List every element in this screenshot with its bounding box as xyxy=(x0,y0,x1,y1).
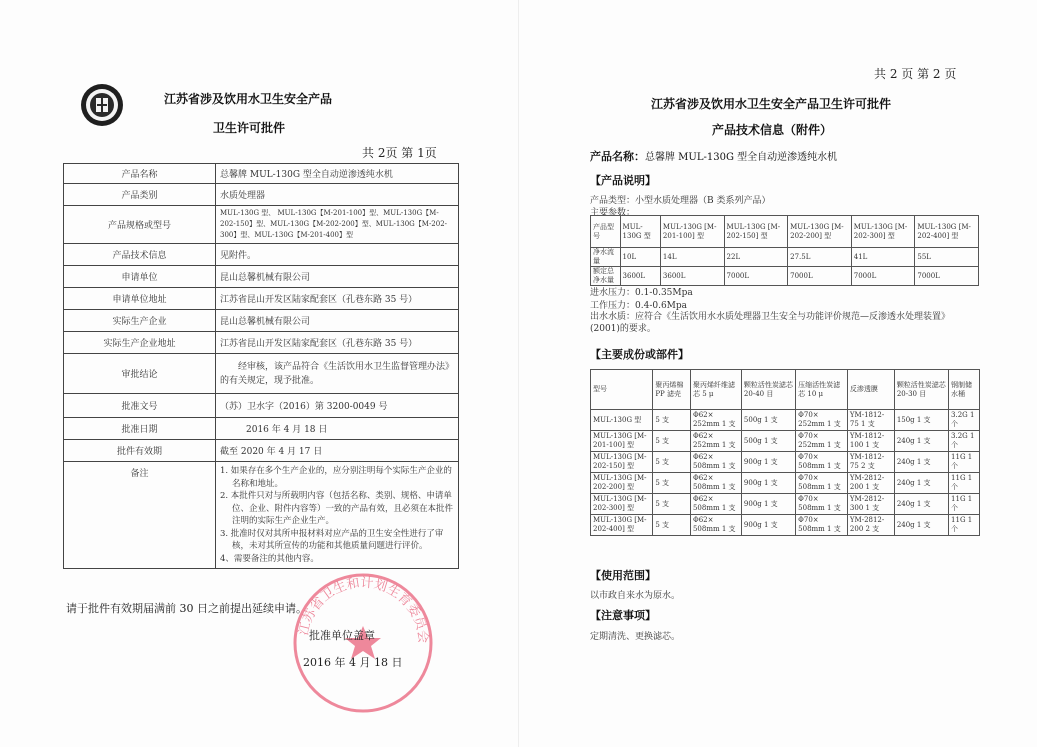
header-cell: 反渗透膜 xyxy=(847,370,894,410)
header-cell: 产品型号 xyxy=(591,216,621,248)
table-cell: 900g 1 支 xyxy=(741,473,795,494)
table-cell: Φ62× 508mm 1 支 xyxy=(690,473,741,494)
main-params-label: 主要参数： xyxy=(590,208,636,218)
table-cell: 240g 1 支 xyxy=(894,473,948,494)
table-row xyxy=(591,248,979,267)
table-cell: 11G 1 个 xyxy=(949,494,980,515)
row-value: 江苏省昆山开发区陆家配套区（孔巷东路 35 号） xyxy=(216,288,459,310)
table-cell: 净水流量 xyxy=(591,248,621,267)
table-cell: Φ70× 508mm 1 支 xyxy=(796,473,848,494)
header-cell: MUL-130G 型 xyxy=(620,216,660,248)
table-cell: 900g 1 支 xyxy=(741,515,795,536)
row-value: 见附件。 xyxy=(216,244,459,266)
health-emblem-logo xyxy=(80,83,124,127)
notes-cell xyxy=(216,462,459,569)
header-cell: MUL-130G [M-202-150] 型 xyxy=(724,216,788,248)
table-cell: 41L xyxy=(851,248,915,267)
page-number-2: 共 2 页 第 2 页 xyxy=(874,67,957,81)
table-cell: MUL-130G [M-202-300] 型 xyxy=(591,494,653,515)
header-cell: MUL-130G [M-202-200] 型 xyxy=(788,216,852,248)
row-label: 申请单位 xyxy=(64,266,216,288)
appendix-title-line1: 江苏省涉及饮用水卫生安全产品卫生许可批件 xyxy=(651,97,892,111)
table-row xyxy=(591,515,980,536)
table-row xyxy=(64,288,459,310)
header-cell: 颗粒活性炭滤芯 20-40 目 xyxy=(741,370,795,410)
table-cell: MUL-130G [M-202-150] 型 xyxy=(591,452,653,473)
table-cell: 900g 1 支 xyxy=(741,494,795,515)
table-cell: 5 支 xyxy=(653,431,691,452)
table-cell: MUL-130G [M-202-200] 型 xyxy=(591,473,653,494)
table-cell: 11G 1 个 xyxy=(949,452,980,473)
table-cell: 5 支 xyxy=(653,452,691,473)
row-label: 批准日期 xyxy=(64,418,216,440)
table-cell: YM-2812-200 1 支 xyxy=(847,473,894,494)
table-row xyxy=(64,332,459,354)
row-label: 批件有效期 xyxy=(64,440,216,462)
row-label: 产品名称 xyxy=(64,164,216,184)
stamp-caption: 批准单位盖章 xyxy=(309,629,375,642)
table-cell: MUL-130G [M-202-400] 型 xyxy=(591,515,653,536)
parts-body xyxy=(591,370,980,536)
table-row xyxy=(591,216,979,248)
row-label: 产品类别 xyxy=(64,184,216,206)
table-cell: YM-2812-200 2 支 xyxy=(847,515,894,536)
table-row xyxy=(64,244,459,266)
table-cell: Φ70× 252mm 1 支 xyxy=(796,410,848,431)
table-row xyxy=(64,394,459,418)
row-value: 江苏省昆山开发区陆家配套区（孔巷东路 35 号） xyxy=(216,332,459,354)
header-cell: 聚丙烯棉 PP 滤壳 xyxy=(653,370,691,410)
table-cell: 14L xyxy=(660,248,724,267)
notice-text: 定期清洗、更换滤芯。 xyxy=(590,632,681,642)
table-cell: Φ62× 508mm 1 支 xyxy=(690,494,741,515)
section-main-parts: 【主要成份或部件】 xyxy=(590,348,689,361)
table-row xyxy=(64,184,459,206)
header-cell: 聚丙烯纤维滤芯 5 μ xyxy=(690,370,741,410)
table-cell: 3.2G 1 个 xyxy=(949,410,980,431)
header-cell: MUL-130G [M-202-400] 型 xyxy=(915,216,979,248)
header-cell: 压缩活性炭滤芯 10 μ xyxy=(796,370,848,410)
table-cell: 11G 1 个 xyxy=(949,473,980,494)
note-item: 4、需要备注的其他内容。 xyxy=(220,553,319,564)
table-row xyxy=(591,410,980,431)
table-cell: Φ70× 508mm 1 支 xyxy=(796,452,848,473)
header-cell: 钢制储水桶 xyxy=(949,370,980,410)
table-cell: 500g 1 支 xyxy=(741,410,795,431)
table-row xyxy=(591,452,980,473)
table-cell: Φ62× 252mm 1 支 xyxy=(690,410,741,431)
row-label: 审批结论 xyxy=(64,354,216,394)
row-value: 截至 2020 年 4 月 17 日 xyxy=(216,440,459,462)
table-cell: YM-2812-300 1 支 xyxy=(847,494,894,515)
appendix-title-line2: 产品技术信息（附件） xyxy=(712,123,833,137)
row-label: 产品技术信息 xyxy=(64,244,216,266)
table-cell: 11G 1 个 xyxy=(949,515,980,536)
row-value: 总馨牌 MUL-130G 型全自动逆渗透纯水机 xyxy=(216,164,459,184)
row-value: 水质处理器 xyxy=(216,184,459,206)
row-value: 经审核，该产品符合《生活饮用水卫生监督管理办法》的有关规定，现予批准。 xyxy=(216,354,459,394)
product-name-row xyxy=(590,148,837,164)
row-label: 批准文号 xyxy=(64,394,216,418)
table-cell: Φ62× 508mm 1 支 xyxy=(690,452,741,473)
note-item: 2. 本批件只对与所载明内容（包括名称、类别、规格、申请单位、企业、附件内容等）一致的产品有效，且必须在本批件注明的实际生产企业生产。 xyxy=(220,491,454,526)
notes-label: 备注 xyxy=(64,462,216,569)
table-cell: 240g 1 支 xyxy=(894,494,948,515)
inlet-pressure: 进水压力：0.1-0.35Mpa xyxy=(590,288,693,298)
header-cell: MUL-130G [M-202-300] 型 xyxy=(851,216,915,248)
license-table xyxy=(63,163,459,569)
table-cell: 500g 1 支 xyxy=(741,431,795,452)
row-value: MUL-130G 型、 MUL-130G【M-201-100】型、MUL-130G【M-202-150】型、MUL-130G【M-202-200】型、MUL-130G【M-202-300】型、MUL-130G【M-201-400】型 xyxy=(216,206,459,244)
table-row xyxy=(64,310,459,332)
table-cell: 7000L xyxy=(724,267,788,286)
table-cell: 5 支 xyxy=(653,494,691,515)
header-cell: MUL-130G [M-201-100] 型 xyxy=(660,216,724,248)
note-item: 3. 批准时仅对其所申报材料对应产品的卫生安全性进行了审核，未对其所宣传的功能和其他质量问题进行评价。 xyxy=(220,528,444,551)
table-row xyxy=(64,354,459,394)
table-cell: 额定总净水量 xyxy=(591,267,621,286)
table-cell: YM-1812-75 1 支 xyxy=(847,410,894,431)
usage-text: 以市政自来水为原水。 xyxy=(590,591,681,601)
doc-title-line1: 江苏省涉及饮用水卫生安全产品 xyxy=(164,92,333,106)
doc-title-line2: 卫生许可批件 xyxy=(213,121,286,135)
parts-table xyxy=(590,369,980,536)
row-label: 实际生产企业 xyxy=(64,310,216,332)
table-cell: Φ62× 252mm 1 支 xyxy=(690,431,741,452)
row-value: （苏）卫水字（2016）第 3200-0049 号 xyxy=(216,394,459,418)
table-cell: 7000L xyxy=(851,267,915,286)
table-cell: 5 支 xyxy=(653,410,691,431)
table-cell: Φ70× 252mm 1 支 xyxy=(796,431,848,452)
table-cell: 150g 1 支 xyxy=(894,410,948,431)
outlet-quality: 出水水质：应符合《生活饮用水水质处理器卫生安全与功能评价规范—反渗透水处理装置》(2001)的要求。 xyxy=(590,312,951,334)
table-cell: 5 支 xyxy=(653,473,691,494)
section-usage: 【使用范围】 xyxy=(590,569,656,582)
page-number-1: 共 2页 第 1页 xyxy=(362,146,437,160)
table-cell: 27.5L xyxy=(788,248,852,267)
table-cell: 7000L xyxy=(788,267,852,286)
table-row xyxy=(591,431,980,452)
header-cell: 型号 xyxy=(591,370,653,410)
row-value: 昆山总馨机械有限公司 xyxy=(216,310,459,332)
table-cell: MUL-130G 型 xyxy=(591,410,653,431)
table-row xyxy=(64,164,459,184)
table-cell: 10L xyxy=(620,248,660,267)
table-row xyxy=(591,494,980,515)
table-cell: MUL-130G [M-201-100] 型 xyxy=(591,431,653,452)
row-label: 实际生产企业地址 xyxy=(64,332,216,354)
table-cell: Φ70× 508mm 1 支 xyxy=(796,515,848,536)
table-row xyxy=(591,267,979,286)
table-cell: 55L xyxy=(915,248,979,267)
table-row xyxy=(64,266,459,288)
table-row xyxy=(591,473,980,494)
renewal-note: 请于批件有效期届满前 30 日之前提出延续申请。 xyxy=(66,602,307,615)
row-label: 申请单位地址 xyxy=(64,288,216,310)
table-row xyxy=(64,462,459,569)
product-name-value: 总馨牌 MUL-130G 型全自动逆渗透纯水机 xyxy=(645,152,838,163)
table-cell: 3600L xyxy=(620,267,660,286)
table-row xyxy=(64,440,459,462)
table-row xyxy=(591,370,980,410)
work-pressure: 工作压力：0.4-0.6Mpa xyxy=(590,301,688,311)
product-type: 产品类型：小型水质处理器（B 类系列产品） xyxy=(590,196,771,206)
table-row xyxy=(64,418,459,440)
table-cell: 22L xyxy=(724,248,788,267)
product-name-label: 产品名称： xyxy=(590,150,645,163)
table-cell: 240g 1 支 xyxy=(894,452,948,473)
row-value: 2016 年 4 月 18 日 xyxy=(216,418,459,440)
section-product-desc: 【产品说明】 xyxy=(590,174,656,187)
official-seal xyxy=(288,568,438,718)
row-label: 产品规格或型号 xyxy=(64,206,216,244)
table-cell: 5 支 xyxy=(653,515,691,536)
table-cell: 240g 1 支 xyxy=(894,431,948,452)
table-cell: 3600L xyxy=(660,267,724,286)
section-notice: 【注意事项】 xyxy=(590,609,656,622)
note-item: 1. 如果存在多个生产企业的，应分别注明每个实际生产企业的名称和地址。 xyxy=(220,466,452,489)
table-cell: Φ62× 508mm 1 支 xyxy=(690,515,741,536)
table-cell: 3.2G 1 个 xyxy=(949,431,980,452)
table-cell: YM-1812-100 1 支 xyxy=(847,431,894,452)
table-cell: 900g 1 支 xyxy=(741,452,795,473)
header-cell: 颗粒活性炭滤芯 20-30 目 xyxy=(894,370,948,410)
stamp-date: 2016 年 4 月 18 日 xyxy=(303,656,403,669)
table-cell: 240g 1 支 xyxy=(894,515,948,536)
row-value: 昆山总馨机械有限公司 xyxy=(216,266,459,288)
table-cell: Φ70× 508mm 1 支 xyxy=(796,494,848,515)
table-cell: 7000L xyxy=(915,267,979,286)
table-cell: YM-1812-75 2 支 xyxy=(847,452,894,473)
svg-text:江苏省卫生和计划生育委员会: 江苏省卫生和计划生育委员会 xyxy=(296,575,431,645)
table-row xyxy=(64,206,459,244)
param-table xyxy=(590,215,979,286)
